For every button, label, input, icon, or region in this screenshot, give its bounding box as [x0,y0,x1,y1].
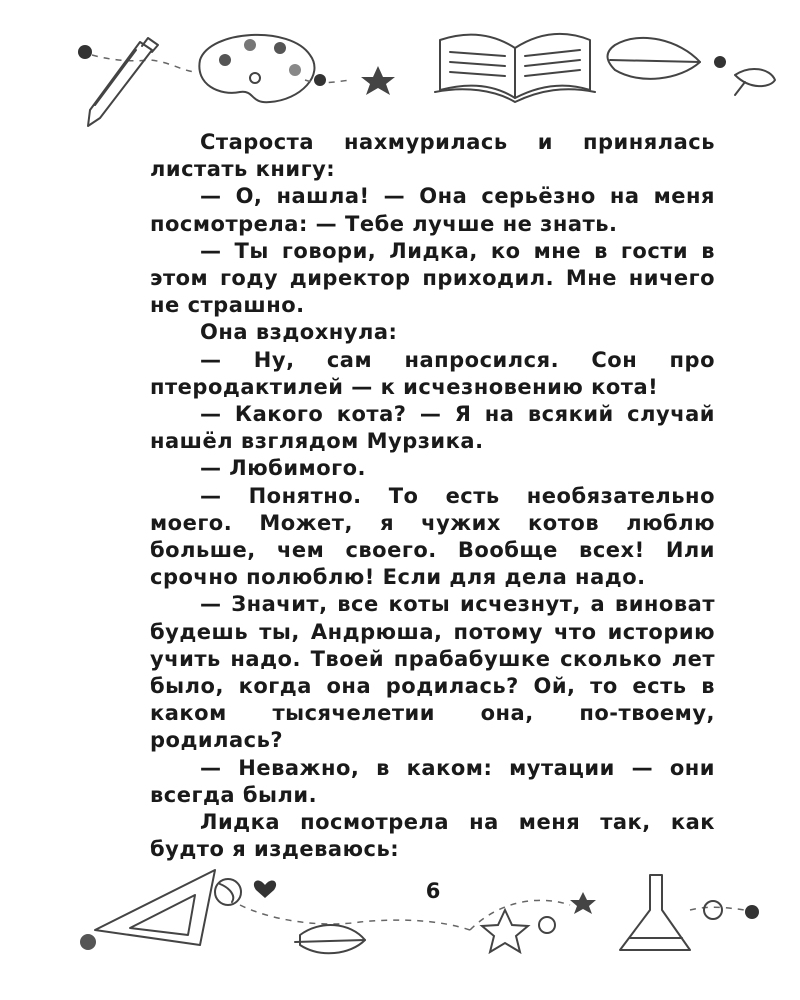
flask-icon [620,875,690,950]
pencil-icon [88,38,158,126]
star-icon [482,910,528,952]
paragraph: Она вздохнула: [200,320,398,345]
button-icon [539,917,555,933]
paragraph: — Любимого. [200,456,367,481]
paragraph: — Ну, сам напросился. Сон про птеродактилей — к исчезновению кота! [150,347,715,399]
pin-icon [745,905,759,919]
button-icon [704,901,722,919]
page-number: 6 [425,879,441,903]
leaf-icon [295,925,365,953]
paragraph: Лидка посмотрела на меня так, как будто я издеваюсь: [150,810,715,862]
top-decoration [0,0,800,140]
pin-icon [80,934,96,950]
paragraph: — Понятно. То есть необязательно моего. Может, я чужих котов люблю больше, чем своего. Вообще всех! Или срочно полюблю! Если для дела надо. [150,483,715,590]
star-icon [570,892,596,914]
set-square-icon [95,870,215,945]
leaf-icon [608,38,701,79]
pin-icon [78,45,92,59]
palette-icon [199,35,314,102]
pin-icon [314,74,326,86]
story-text [150,129,715,863]
thumbtack-icon [735,69,775,95]
paragraph: — Ты говори, Лидка, ко мне в гости в этом году директор приходил. Мне ничего не страшно. [150,238,715,318]
star-icon [361,66,395,95]
paragraph: — Неважно, в каком: мутации — они всегда были. [150,755,715,807]
bottom-decoration [0,850,800,1000]
paragraph: — Какого кота? — Я на всякий случай нашёл взглядом Мурзика. [150,402,715,454]
pin-icon [714,56,726,68]
lollipop-icon [215,879,241,905]
paragraph: — Значит, все коты исчезнут, а виноват будешь ты, Андрюша, потому что историю учить надо. Твоей прабабушке сколько лет было, когда она родилась? Ой, то есть в каком тысячелетии она, по-твоему, родилась? [150,592,715,753]
heart-icon [254,881,276,898]
paragraph: Староста нахмурилась и принялась листать книгу: [150,130,715,182]
book-icon [435,34,595,102]
paragraph: — О, нашла! — Она серьёзно на меня посмотрела: — Тебе лучше не знать. [150,184,715,236]
